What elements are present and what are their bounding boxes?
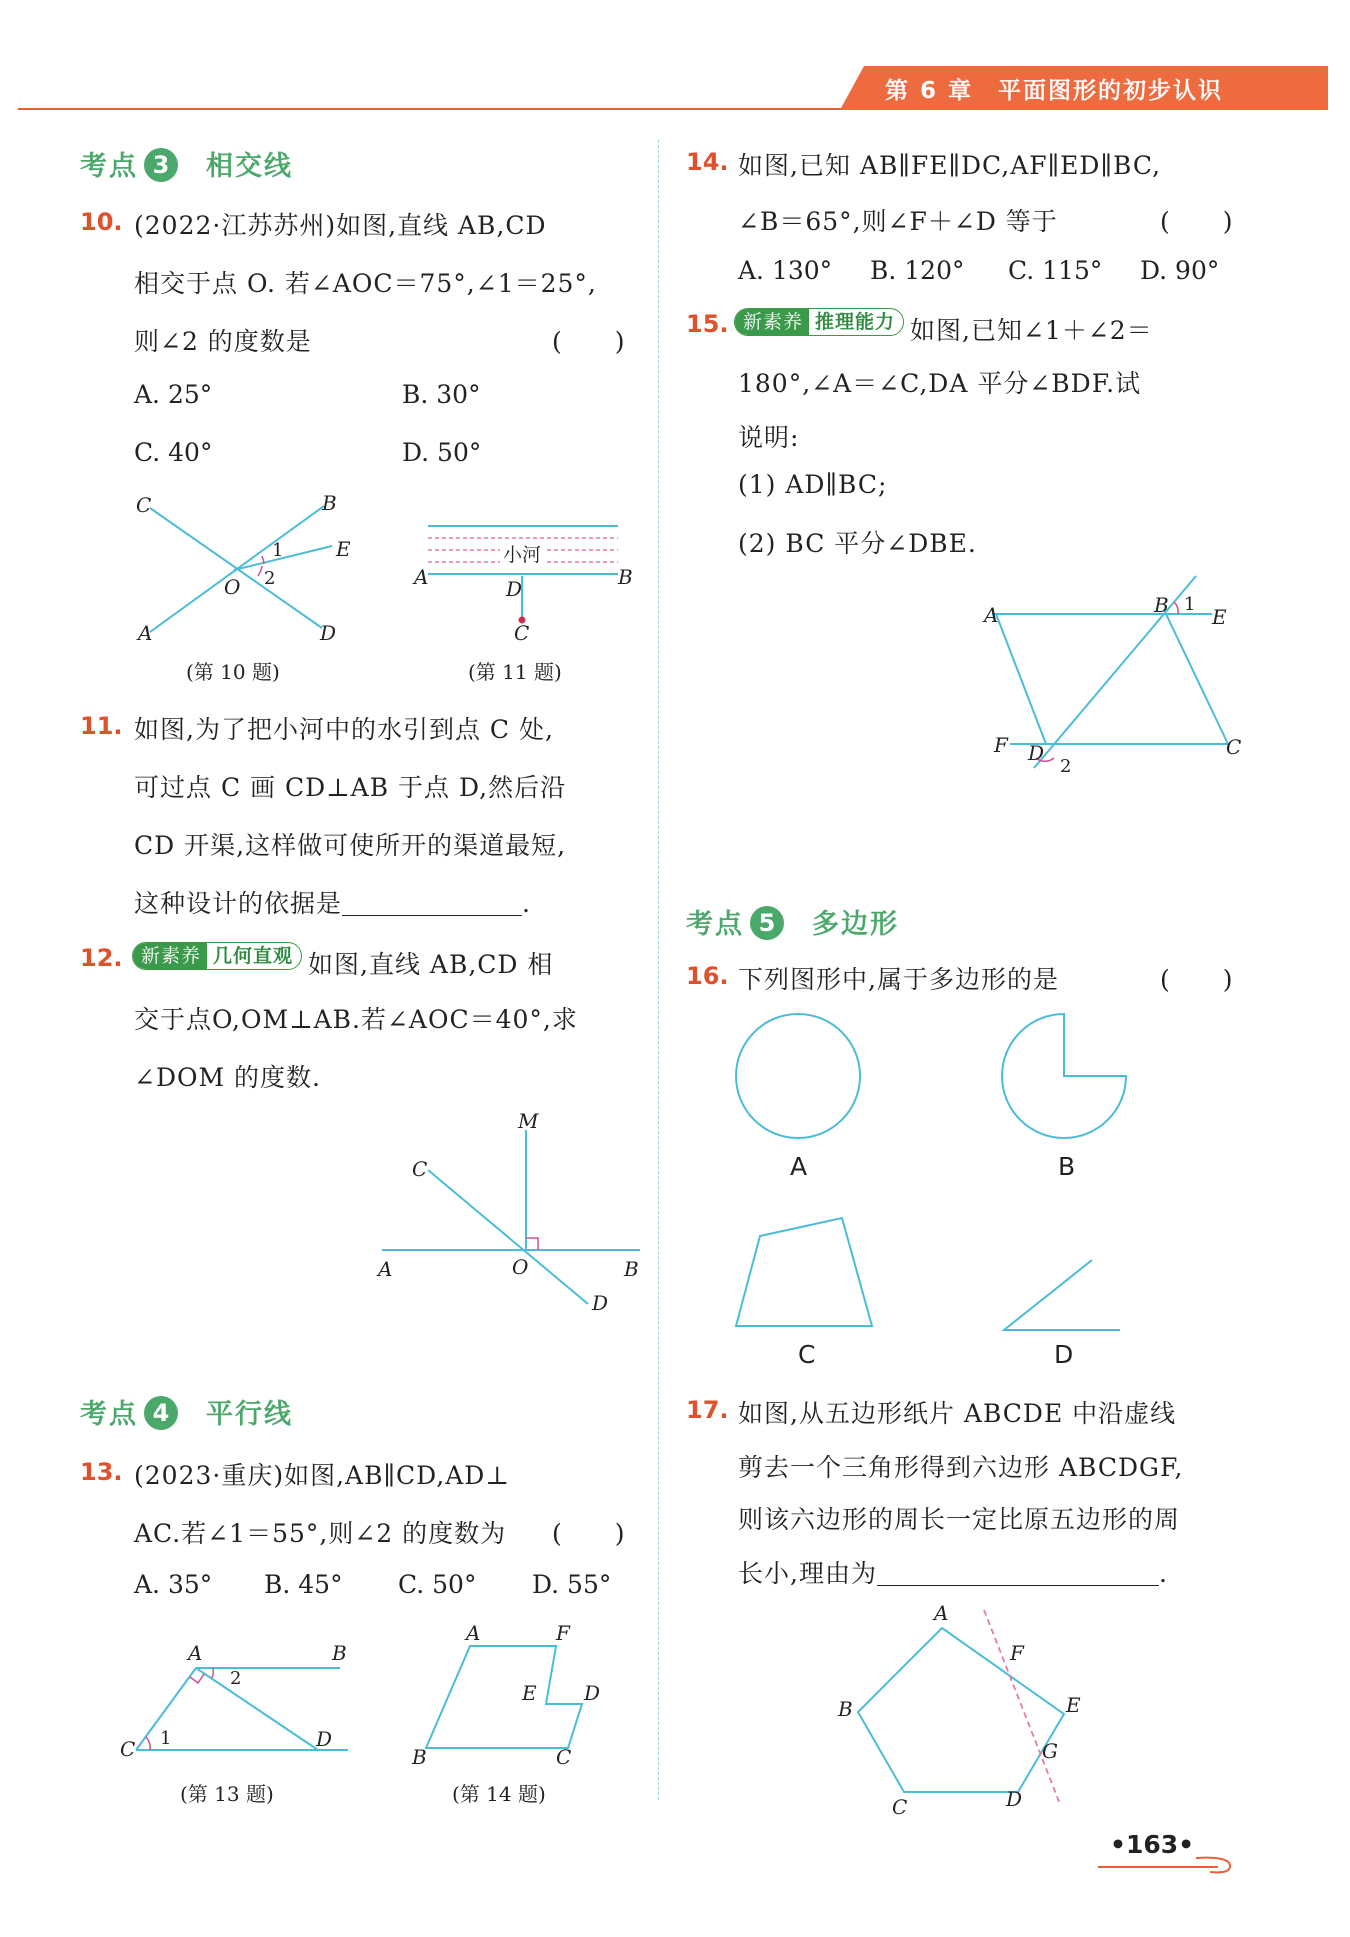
svg-text:D: D	[316, 1727, 333, 1751]
question-number: 13.	[80, 1458, 123, 1486]
svg-text:C: C	[136, 493, 152, 517]
sector-shape	[1002, 1014, 1126, 1138]
svg-text:A: A	[466, 1621, 481, 1645]
shape-label-b: B	[1058, 1152, 1076, 1181]
chapter-title: 第 6 章 平面图形的初步认识	[885, 78, 1224, 104]
svg-text:O: O	[224, 575, 241, 599]
svg-text:B: B	[838, 1697, 853, 1721]
section-label: 考点	[80, 151, 138, 182]
svg-text:1: 1	[272, 540, 284, 561]
svg-text:2: 2	[264, 568, 276, 589]
svg-text:F: F	[1010, 1641, 1024, 1665]
q17-line-3: 则该六边形的周长一定比原五边形的周	[738, 1505, 1181, 1534]
svg-text:O: O	[512, 1255, 529, 1279]
figure-caption: (第 14 题)	[452, 1782, 546, 1806]
svg-text:D: D	[584, 1681, 601, 1705]
question-number: 14.	[686, 148, 729, 176]
svg-text:D: D	[1028, 741, 1045, 765]
figure-caption: (第 10 题)	[186, 660, 280, 684]
option-c: C. 40°	[134, 438, 213, 467]
section-heading-5	[686, 902, 899, 941]
figure-caption: (第 11 题)	[468, 660, 562, 684]
section-label: 考点	[686, 909, 744, 940]
svg-text:1: 1	[160, 1728, 172, 1749]
svg-text:B: B	[412, 1745, 427, 1769]
section-title: 相交线	[206, 151, 293, 182]
q14-line-2: ∠B＝65°,则∠F＋∠D 等于	[738, 207, 1058, 236]
river-label: 小河	[500, 540, 544, 567]
period: .	[1158, 1559, 1168, 1588]
svg-text:E: E	[522, 1681, 537, 1705]
svg-text:A: A	[984, 603, 999, 627]
page-curl-icon	[0, 0, 1, 1]
question-number: 10.	[80, 208, 123, 236]
q15-line-1	[734, 308, 1153, 347]
svg-text:M: M	[518, 1109, 539, 1133]
svg-text:F: F	[994, 733, 1008, 757]
q11-line-4-text: 这种设计的依据是	[134, 889, 343, 918]
svg-text:A: A	[188, 1641, 203, 1665]
svg-text:B: B	[332, 1641, 347, 1665]
q14-line-1: 如图,已知 AB∥FE∥DC,AF∥ED∥BC,	[738, 151, 1162, 180]
svg-text:B: B	[322, 491, 337, 515]
section-heading-4	[80, 1392, 293, 1431]
svg-text:C: C	[556, 1745, 572, 1769]
page-number-rule	[1098, 1866, 1218, 1868]
svg-text:1: 1	[1184, 594, 1196, 615]
badge-skill: 推理能力	[815, 311, 896, 333]
svg-text:B: B	[618, 565, 633, 589]
svg-text:F: F	[556, 1621, 570, 1645]
q17-line-4-text: 长小,理由为	[738, 1559, 877, 1588]
literacy-badge	[132, 942, 302, 970]
section-number: 3	[144, 148, 178, 182]
option-a: A. 25°	[134, 380, 213, 409]
svg-text:A: A	[378, 1257, 393, 1281]
q15-line-1-text: 如图,已知∠1＋∠2＝	[910, 316, 1153, 345]
section-label: 考点	[80, 1399, 138, 1430]
svg-text:C: C	[892, 1795, 908, 1819]
svg-text:A: A	[138, 621, 153, 645]
option-b: B. 120°	[870, 256, 965, 285]
angle-shape	[1004, 1260, 1120, 1330]
svg-text:A: A	[414, 565, 429, 589]
option-a: A. 35°	[134, 1570, 213, 1599]
svg-text:D: D	[320, 621, 337, 645]
svg-text:2: 2	[1060, 756, 1072, 777]
q15-line-3: 说明:	[738, 423, 800, 452]
svg-text:B: B	[1154, 593, 1169, 617]
svg-text:G: G	[1042, 1739, 1058, 1763]
option-c: C. 50°	[398, 1570, 477, 1599]
svg-text:B: B	[624, 1257, 639, 1281]
q12-line-3: ∠DOM 的度数.	[134, 1063, 321, 1092]
svg-text:A: A	[934, 1601, 949, 1625]
section-heading-3	[80, 144, 293, 183]
answer-paren: ( )	[1160, 207, 1234, 236]
svg-text:C: C	[412, 1157, 428, 1181]
section-number: 5	[750, 906, 784, 940]
question-number: 16.	[686, 962, 729, 990]
shape-label-c: C	[798, 1340, 816, 1369]
answer-blank[interactable]	[342, 915, 522, 916]
option-d: D. 50°	[402, 438, 482, 467]
period: .	[522, 889, 531, 918]
option-b: B. 45°	[264, 1570, 343, 1599]
q15-part-2: (2) BC 平分∠DBE.	[738, 529, 977, 558]
svg-text:C: C	[120, 1737, 136, 1761]
q11-line-2: 可过点 C 画 CD⊥AB 于点 D,然后沿	[134, 773, 567, 802]
svg-text:2: 2	[230, 1668, 242, 1689]
q11-line-3: CD 开渠,这样做可使所开的渠道最短,	[134, 831, 567, 860]
q17-line-1: 如图,从五边形纸片 ABCDE 中沿虚线	[738, 1399, 1177, 1428]
section-title: 多边形	[812, 909, 899, 940]
q11-line-1: 如图,为了把小河中的水引到点 C 处,	[134, 715, 554, 744]
badge-primary: 新素养	[735, 309, 809, 335]
svg-text:D: D	[592, 1291, 609, 1315]
answer-paren: ( )	[552, 1519, 626, 1548]
circle-shape	[736, 1014, 860, 1138]
option-d: D. 90°	[1140, 256, 1220, 285]
literacy-badge	[734, 308, 904, 336]
q11-line-4	[134, 884, 531, 920]
figure-caption: (第 13 题)	[180, 1782, 274, 1806]
option-b: B. 30°	[402, 380, 481, 409]
section-number: 4	[144, 1396, 178, 1430]
q10-line-1: (2022·江苏苏州)如图,直线 AB,CD	[134, 211, 547, 240]
q17-line-4	[738, 1554, 1168, 1590]
column-divider	[658, 140, 659, 1800]
badge-primary: 新素养	[133, 943, 207, 969]
q12-line-1	[132, 942, 553, 981]
q10-line-3: 则∠2 的度数是	[134, 327, 312, 356]
svg-text:D: D	[1006, 1787, 1023, 1811]
q16-line: 下列图形中,属于多边形的是	[738, 965, 1059, 994]
question-number: 12.	[80, 944, 123, 972]
svg-text:E: E	[1066, 1693, 1081, 1717]
option-c: C. 115°	[1008, 256, 1103, 285]
q12-line-2: 交于点O,OM⊥AB.若∠AOC＝40°,求	[134, 1005, 578, 1034]
option-d: D. 55°	[532, 1570, 612, 1599]
q10-line-2: 相交于点 O. 若∠AOC＝75°,∠1＝25°,	[134, 269, 597, 298]
svg-text:C: C	[1226, 735, 1242, 759]
q17-line-2: 剪去一个三角形得到六边形 ABCDGF,	[738, 1453, 1184, 1482]
badge-skill: 几何直观	[213, 945, 294, 967]
q15-part-1: (1) AD∥BC;	[738, 470, 888, 499]
shape-label-a: A	[790, 1152, 808, 1181]
q15-line-2: 180°,∠A＝∠C,DA 平分∠BDF.试	[738, 369, 1142, 398]
section-title: 平行线	[206, 1399, 293, 1430]
q13-line-2: AC.若∠1＝55°,则∠2 的度数为	[134, 1519, 507, 1548]
answer-paren: ( )	[552, 327, 626, 356]
answer-paren: ( )	[1160, 965, 1234, 994]
svg-text:C: C	[514, 621, 530, 645]
question-number: 11.	[80, 712, 123, 740]
page-number: •163•	[1110, 1830, 1195, 1859]
question-number: 15.	[686, 310, 729, 338]
shape-label-d: D	[1054, 1340, 1074, 1369]
quadrilateral-shape	[736, 1218, 872, 1326]
svg-text:D: D	[506, 577, 523, 601]
svg-text:E: E	[1212, 605, 1227, 629]
q13-line-1: (2023·重庆)如图,AB∥CD,AD⊥	[134, 1461, 510, 1490]
question-number: 17.	[686, 1396, 729, 1424]
option-a: A. 130°	[738, 256, 833, 285]
answer-blank[interactable]	[877, 1585, 1159, 1586]
q12-line-1-text: 如图,直线 AB,CD 相	[308, 950, 554, 979]
svg-text:E: E	[336, 537, 351, 561]
